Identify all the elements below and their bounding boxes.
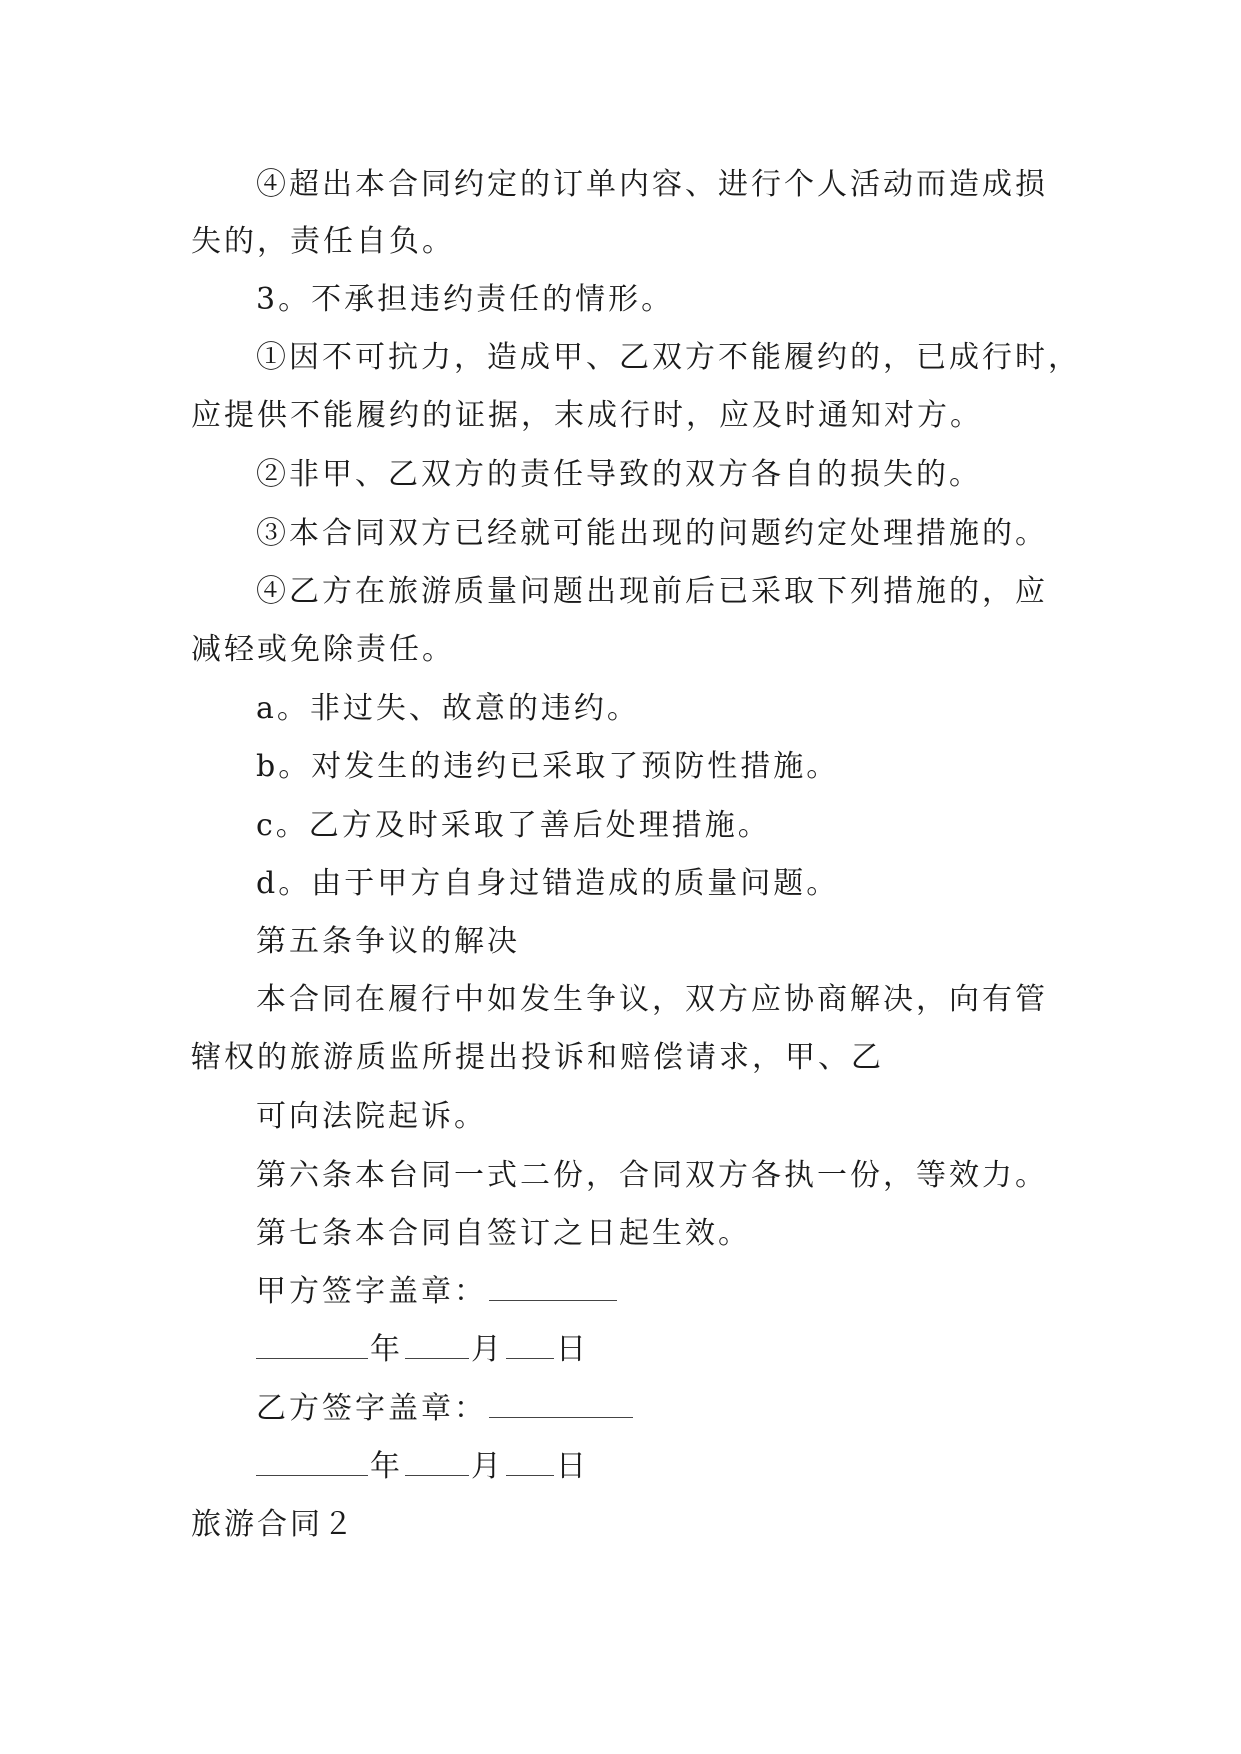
section-3-heading: 3。不承担违约责任的情形。 — [256, 282, 675, 317]
clause-3-3: ③本合同双方已经就可能出现的问题约定处理措施的。 — [256, 516, 1048, 551]
clause-3-4-line-2: 减轻或免除责任。 — [191, 632, 455, 667]
date-a-day-blank — [506, 1332, 554, 1359]
signature-a-label: 甲方签字盖章： — [256, 1274, 487, 1309]
date-b-year-label: 年 — [370, 1449, 403, 1484]
article-5-text-line-2: 辖权的旅游质监所提出投诉和赔偿请求，甲、乙 — [191, 1040, 884, 1075]
date-a-month-blank — [405, 1332, 469, 1359]
date-b-line — [256, 1447, 589, 1487]
article-5-heading: 第五条争议的解决 — [256, 924, 520, 959]
clause-4-4-line-1: ④超出本合同约定的订单内容、进行个人活动而造成损 — [256, 167, 1048, 202]
date-b-day-label: 日 — [556, 1449, 589, 1484]
date-a-month-label: 月 — [471, 1332, 504, 1367]
item-a: a。非过失、故意的违约。 — [256, 691, 640, 726]
signature-b-blank — [489, 1391, 633, 1418]
clause-3-4-line-1: ④乙方在旅游质量问题出现前后已采取下列措施的，应 — [256, 574, 1048, 609]
article-6: 第六条本台同一式二份，合同双方各执一份，等效力。 — [256, 1158, 1048, 1193]
clause-3-1-line-2: 应提供不能履约的证据，末成行时，应及时通知对方。 — [191, 398, 983, 433]
signature-b-label: 乙方签字盖章： — [256, 1391, 487, 1426]
next-contract-heading: 旅游合同２ — [191, 1507, 356, 1542]
date-a-year-label: 年 — [370, 1332, 403, 1367]
clause-4-4-line-2: 失的，责任自负。 — [191, 224, 455, 259]
date-a-year-blank — [256, 1332, 368, 1359]
item-d: d。由于甲方自身过错造成的质量问题。 — [256, 866, 840, 901]
date-a-line — [256, 1330, 589, 1370]
clause-3-1-line-1: ①因不可抗力，造成甲、乙双方不能履约的，已成行时， — [256, 340, 1081, 375]
date-b-day-blank — [506, 1449, 554, 1476]
date-b-month-label: 月 — [471, 1449, 504, 1484]
article-5-text-line-3: 可向法院起诉。 — [256, 1099, 487, 1134]
date-b-month-blank — [405, 1449, 469, 1476]
article-5-text-line-1: 本合同在履行中如发生争议，双方应协商解决，向有管 — [256, 982, 1048, 1017]
article-7: 第七条本合同自签订之日起生效。 — [256, 1216, 751, 1251]
item-b: b。对发生的违约已采取了预防性措施。 — [256, 749, 840, 784]
signature-a-line — [256, 1272, 619, 1312]
item-c: c。乙方及时采取了善后处理措施。 — [256, 808, 771, 843]
date-b-year-blank — [256, 1449, 368, 1476]
signature-a-blank — [489, 1274, 617, 1301]
signature-b-line — [256, 1389, 635, 1429]
clause-3-2: ②非甲、乙双方的责任导致的双方各自的损失的。 — [256, 457, 982, 492]
date-a-day-label: 日 — [556, 1332, 589, 1367]
